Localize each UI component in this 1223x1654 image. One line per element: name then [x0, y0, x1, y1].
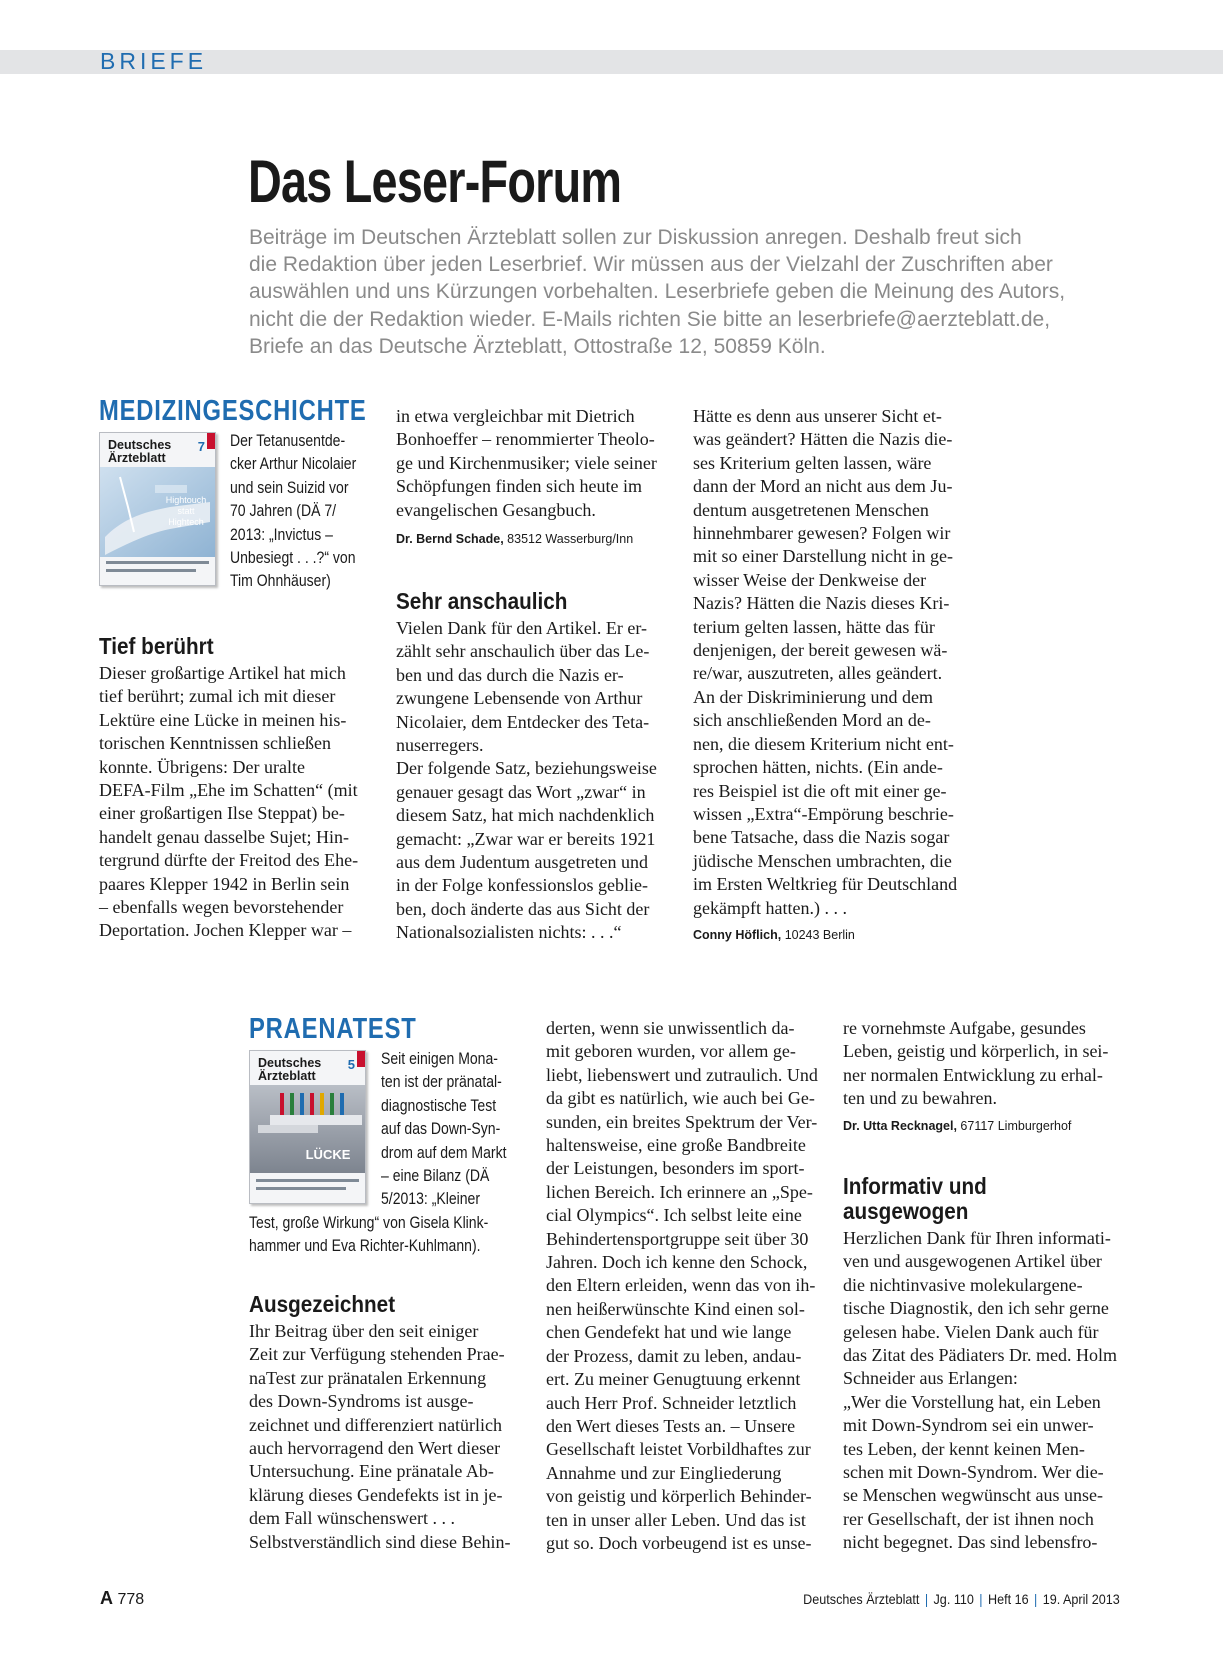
article-reference: Der Tetanusentde- cker Arthur Nicolaier und sein Suizid vor 70 Jahren (DÄ 7/ 2013: „Invictus – Unbesiegt . . .?“ von Tim Ohnhäuser): [230, 432, 357, 591]
cover-issue-number: 7: [197, 439, 205, 454]
cover-issue-number: 5: [347, 1057, 355, 1072]
letter-signature: Dr. Utta Recknagel, 67117 Limburgerhof: [843, 1119, 1072, 1133]
journal-cover-thumbnail: [99, 432, 216, 586]
topic-heading-praenatest: PRAENATEST: [249, 1013, 417, 1045]
letter-heading: Tief berührt: [99, 633, 214, 659]
page-number: A 778: [100, 1588, 145, 1608]
topic-heading-medizingeschichte: MEDIZINGESCHICHTE: [99, 395, 367, 427]
letter-body-continued: Hätte es denn aus unserer Sicht et- was geändert? Hätten die Nazis die- ses Kriterium gelten lassen, wäre dann der Mord an nicht aus dem Ju- dentum ausgetretenen Menschen hinnehmbarer gewesen? Folgen wir mit so einer Darstellung nicht in ge- wisser Weise der Denkweise der Nazis? Hätten die Nazis dieses Kri- terium gelten lassen, hätte das für denjenigen, der bereit gewesen wä- re/war, auszutreten, alles geändert. An der Diskriminierung und dem sich anschließenden Mord an de- nen, die diesem Kriterium nicht ent- sprochen hätten, nichts. (Ein ande- res Beispiel ist die oft mit einer ge- wissen „Extra“-Empörung beschrie- bene Tatsache, dass die Nazis sogar jüdische Menschen umbrachten, die im Ersten Weltkrieg für Deutschland gekämpft hatten.) . . .: [693, 406, 958, 918]
letter-body: Vielen Dank für den Artikel. Er er- zählt sehr anschaulich über das Le- ben und das durch die Nazis er- zwungene Lebensende von Arthur Nicolaier, dem Entdecker des Teta- nuserregers. Der folgende Satz, beziehungsweise genauer gesagt das Wort „zwar“ in diesem Satz, hat mich nachdenklich gemacht: „Zwar war er bereits 1921 aus dem Judentum ausgetreten und in der Folge konfessionslos geblie- ben, doch änderte das aus Sicht der Nationalsozialisten nichts: . . .“: [396, 618, 657, 943]
cover-teaser-line: [256, 1187, 346, 1190]
cover-red-accent: [357, 1051, 365, 1067]
journal-footer: Deutsches Ärzteblatt | Jg. 110 | Heft 16 | 19. April 2013: [803, 1591, 1120, 1607]
cover-teaser-line: [106, 561, 209, 564]
section-label: BRIEFE: [100, 48, 208, 74]
letter-body-continued: re vornehmste Aufgabe, gesundes Leben, geistig und körperlich, in sei- ner normalen Entwicklung zu erhal- ten und zu bewahren.: [843, 1018, 1109, 1109]
letter-body-continued: in etwa vergleichbar mit Dietrich Bonhoeffer – renommierter Theolo- ge und Kirchenmusiker; viele seiner Schöpfungen finden sich heute im evangelischen Gesangbuch.: [396, 406, 657, 520]
letter-heading: Ausgezeichnet: [249, 1291, 396, 1317]
letter-signature: Conny Höflich, 10243 Berlin: [693, 928, 855, 942]
cover-teaser-line: [256, 1179, 359, 1182]
cover-headline: Hightouch statt Hightech: [165, 495, 207, 527]
intro-line: Beiträge im Deutschen Ärzteblatt sollen zur Diskussion anregen. Deshalb freut sich: [249, 226, 1022, 249]
letter-body: Ihr Beitrag über den seit einiger Zeit zur Verfügung stehenden Prae- naTest zur pränatalen Erkennung des Down-Syndroms ist ausge- zeichnet und differenziert natürlich auch hervorragend den Wert dieser Untersuchung. Eine pränatale Ab- klärung dieses Gendefekts ist in je- dem Fall wünschenswert . . . Selbstverständlich sind diese Behin-: [249, 1321, 511, 1552]
article-reference: Seit einigen Mona- ten ist der pränatal- diagnostische Test auf das Down-Syn- drom auf dem Markt – eine Bilanz (DÄ 5/2013: „Kleiner: [381, 1050, 507, 1209]
cover-brand: Deutsches Ärzteblatt: [258, 1056, 322, 1083]
intro-line: auswählen und uns Kürzungen vorbehalten. Leserbriefe geben die Meinung des Autors,: [249, 280, 1066, 304]
letter-body: Herzlichen Dank für Ihren informati- ven und ausgewogenen Artikel über die nichtinvasive molekulargene- tische Diagnostik, den ich sehr gerne gelesen habe. Vielen Dank auch für das Zitat des Pädiaters Dr. med. Holm Schneider aus Erlangen: „Wer die Vorstellung hat, ein Leben mit Down-Syndrom sei ein unwer- tes Leben, der kennt keinen Men- schen mit Down-Syndrom. Wer die- se Menschen wegwünscht aus unse- rer Gesellschaft, der ist ihnen noch nicht begegnet. Das sind lebensfro-: [843, 1228, 1117, 1553]
letter-body: Dieser großartige Artikel hat mich tief berührt; zumal ich mit dieser Lektüre eine Lücke in meinen his- torischen Kenntnissen schließen konnte. Übrigens: Der uralte DEFA-Film „Ehe im Schatten“ (mit einer großartigen Ilse Steppat) be- handelt genau dasselbe Sujet; Hin- tergrund dürfte der Freitod des Ehe- paares Klepper 1942 in Berlin sein – ebenfalls wegen bevorstehender Deportation. Jochen Klepper war –: [99, 663, 359, 941]
letter-heading: Sehr anschaulich: [396, 588, 568, 614]
page-title: Das Leser-Forum: [248, 148, 622, 215]
intro-line: die Redaktion über jeden Leserbrief. Wir müssen aus der Vielzahl der Zuschriften aber: [249, 253, 1053, 277]
letter-body-continued: derten, wenn sie unwissentlich da- mit geboren wurden, vor allem ge- liebt, liebenswert und zutraulich. Und da gibt es natürlich, wie auch bei Ge- sunden, ein breites Spektrum der Ver- haltensweise, eine große Bandbreite der Leistungen, besonders im sport- lichen Bereich. Ich erinnere an „Spe- cial Olympics“. Ich selbst leite eine Behindertensportgruppe seit über 30 Jahren. Doch ich kenne den Schock, den Eltern erleiden, wenn das von ih- nen heißerwünschte Kind einen sol- chen Gendefekt hat und wie lange der Prozess, damit zu leben, andau- ert. Zu meiner Genugtuung erkennt auch Herr Prof. Schneider letztlich den Wert dieses Tests an. – Unsere Gesellschaft leistet Vorbildhaftes zur Annahme und zur Eingliederung von geistig und körperlich Behinder- ten in unser aller Leben. Und das ist gut so. Doch vorbeugend ist es unse-: [546, 1018, 818, 1553]
letter-signature: Dr. Bernd Schade, 83512 Wasserburg/Inn: [396, 532, 634, 546]
intro-line: Briefe an das Deutsche Ärzteblatt, Ottostraße 12, 50859 Köln.: [249, 334, 826, 358]
article-reference-continued: Test, große Wirkung“ von Gisela Klink- hammer und Eva Richter-Kuhlmann).: [249, 1214, 489, 1256]
cover-teaser-line: [106, 569, 196, 572]
cover-brand: Deutsches Ärzteblatt: [108, 438, 172, 465]
cover-red-accent: [207, 433, 215, 449]
journal-cover-thumbnail: [249, 1050, 366, 1204]
intro-line: nicht die der Redaktion wieder. E-Mails richten Sie bitte an leserbriefe@aerzteblatt.de,: [249, 307, 1051, 331]
cover-headline: LÜCKE: [305, 1147, 351, 1162]
intro-paragraph: [249, 224, 1129, 360]
letter-heading: Informativ und ausgewogen: [843, 1173, 987, 1224]
